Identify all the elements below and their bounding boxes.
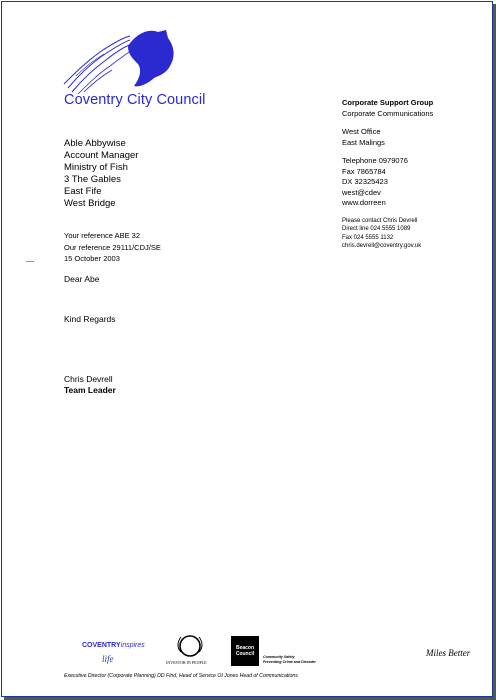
closing: Kind Regards <box>64 314 116 324</box>
recipient-line: Account Manager <box>64 150 139 161</box>
sender-email-short: west@cdev <box>342 187 381 197</box>
sender-telephone: Telephone 0979076 <box>342 156 408 165</box>
laurel-wreath-icon <box>168 632 212 660</box>
recipient-line: Ministry of Fish <box>64 162 128 173</box>
community-safety-label: Community Safety Preventing Crime and Disorder <box>263 655 316 664</box>
recipient-line: East Fife <box>64 186 102 197</box>
miles-better-slogan: Miles Better <box>426 648 471 658</box>
executive-line: Executive Director (Corporate Planning) DD Find, Head of Service OI Jones Head of Communications <box>64 673 298 679</box>
sender-web: www.dorreen <box>342 198 386 207</box>
horse-logo <box>58 26 198 96</box>
signer-name: Chris Devrell <box>64 374 113 384</box>
recipient-line: West Bridge <box>64 198 116 209</box>
salutation: Dear Abe <box>64 274 100 284</box>
your-reference: Your reference ABE 32 <box>64 231 141 240</box>
sender-email: chris.devrell@coventry.gov.uk <box>342 243 422 249</box>
sender-group: Corporate Support Group <box>342 98 434 107</box>
reference-block <box>64 230 161 265</box>
direct-line: Direct line 024 5555 1089 <box>342 226 411 232</box>
sender-dx: DX 32325423 <box>342 177 388 186</box>
recipient-address <box>64 138 138 210</box>
letter-page <box>1 1 493 697</box>
sender-office: West Office <box>342 127 381 136</box>
coventry-inspires-logo: COVENTRYinspires <box>82 642 145 649</box>
council-name: Coventry City Council <box>64 92 206 108</box>
sender-details <box>342 98 433 259</box>
coventry-life-label: life <box>102 654 114 664</box>
our-reference: Our reference 29111/CDJ/SE <box>64 242 161 252</box>
recipient-line: Able Abbywise <box>64 138 126 149</box>
signer-role: Team Leader <box>64 385 116 395</box>
signature-block <box>64 374 116 396</box>
sender-department: Corporate Communications <box>342 108 434 118</box>
contact-line: Please contact Chris Devrell <box>342 217 418 224</box>
fold-mark <box>26 261 34 262</box>
beacon-council-logo: Beacon Council <box>231 636 259 666</box>
sender-fax: Fax 7865784 <box>342 166 386 176</box>
sender-location: East Malings <box>342 137 385 147</box>
direct-fax: Fax 024 5555 1132 <box>342 234 394 241</box>
letter-date: 15 October 2003 <box>64 254 120 263</box>
recipient-line: 3 The Gables <box>64 174 121 185</box>
iip-label: INVESTOR IN PEOPLE <box>166 660 207 665</box>
